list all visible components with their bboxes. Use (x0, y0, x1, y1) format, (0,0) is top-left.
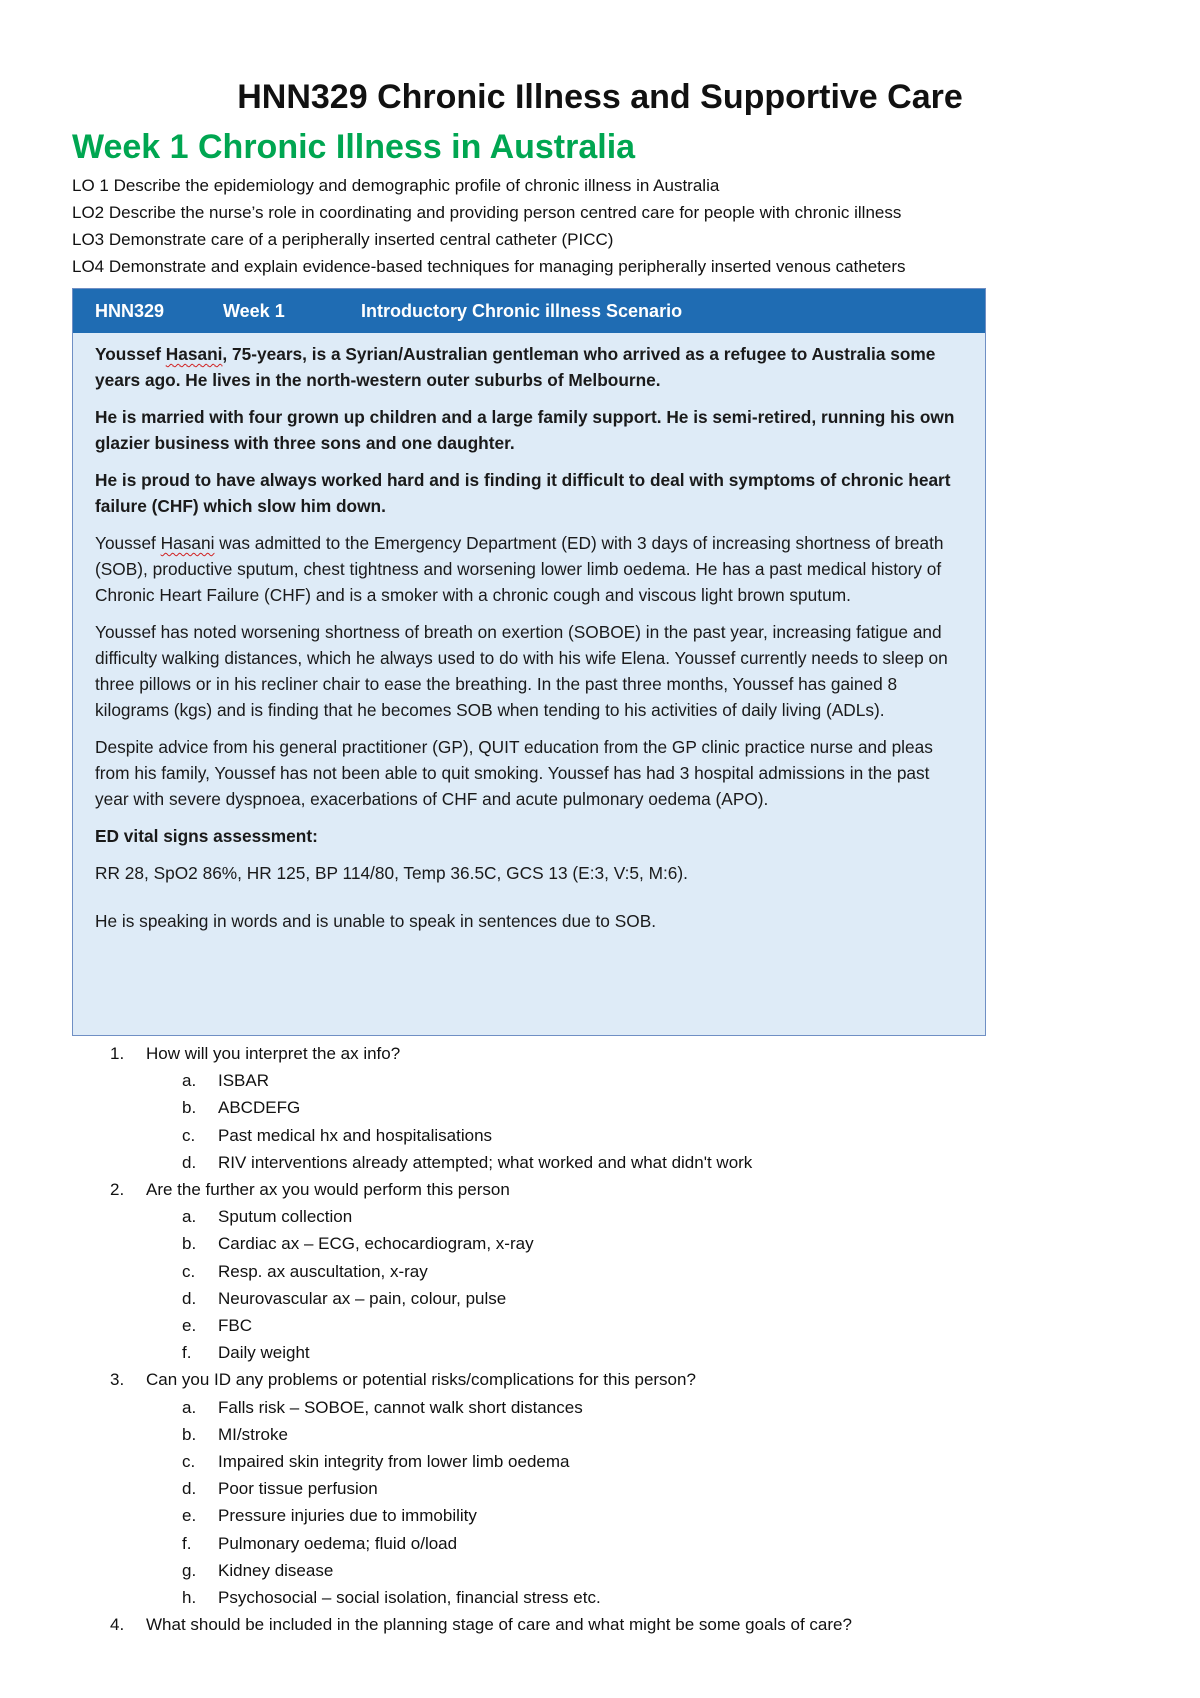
week-heading: Week 1 Chronic Illness in Australia (72, 128, 636, 166)
answer-item (110, 1557, 852, 1584)
answer-item (110, 1530, 852, 1557)
answer-item (110, 1258, 852, 1285)
answer-letter: c. (182, 1452, 196, 1472)
answer-item (110, 1122, 852, 1149)
answer-letter: c. (182, 1261, 196, 1281)
learning-outcome-4: LO4 Demonstrate and explain evidence-based techniques for managing peripherally inserted venous catheters (72, 257, 906, 276)
admission-text: was admitted to the Emergency Department (ED) with 3 days of increasing shortness of breath (SOB), productive sputum, chest tightness and worsening lower limb oedema. He has a past medical history of Chronic Heart Failure (CHF) and is a smoker with a chronic cough and viscous light brown sputum. (95, 533, 944, 605)
question-item (110, 1040, 852, 1067)
answer-letter: c. (182, 1125, 196, 1145)
question-text: Can you ID any problems or potential risks/complications for this person? (146, 1370, 696, 1390)
scenario-paragraph-family: He is married with four grown up children and a large family support. He is semi-retired, running his own glazier business with three sons and one daughter. (95, 407, 955, 453)
answer-text: ABCDEFG (218, 1098, 301, 1118)
scenario-paragraph-work: He is proud to have always worked hard and is finding it difficult to deal with symptoms of chronic heart failure (CHF) which slow him down. (95, 470, 951, 516)
patient-surname: Hasani (165, 344, 223, 364)
learning-outcome-3: LO3 Demonstrate care of a peripherally inserted central catheter (PICC) (72, 230, 614, 249)
answer-item (110, 1421, 852, 1448)
answer-text: Pulmonary oedema; fluid o/load (218, 1533, 458, 1553)
scenario-paragraph-admission (95, 530, 963, 608)
learning-outcome-1: LO 1 Describe the epidemiology and demographic profile of chronic illness in Australia (72, 176, 720, 195)
vitals-values: RR 28, SpO2 86%, HR 125, BP 114/80, Temp 36.5C, GCS 13 (E:3, V:5, M:6). (95, 863, 688, 883)
scenario-box (72, 288, 986, 1036)
answer-letter: a. (182, 1071, 197, 1091)
answer-letter: f. (182, 1533, 192, 1553)
answer-text: Daily weight (218, 1343, 310, 1363)
scenario-header-week: Week 1 (223, 300, 285, 321)
answer-item (110, 1475, 852, 1502)
patient-first-name: Youssef (95, 533, 161, 553)
scenario-closing: He is speaking in words and is unable to speak in sentences due to SOB. (95, 911, 657, 931)
answer-item (110, 1448, 852, 1475)
answer-text: Falls risk – SOBOE, cannot walk short distances (218, 1397, 583, 1417)
scenario-header-title: Introductory Chronic illness Scenario (361, 300, 683, 321)
vitals-heading: ED vital signs assessment: (95, 826, 318, 846)
answer-text: MI/stroke (218, 1424, 288, 1444)
scenario-paragraph-smoking: Despite advice from his general practitioner (GP), QUIT education from the GP clinic practice nurse and pleas from his family, Youssef has not been able to quit smoking. Youssef has had 3 hospital admissions in the past year with severe dyspnoea, exacerbations of CHF and acute pulmonary oedema (APO). (95, 737, 933, 809)
answer-item (110, 1067, 852, 1094)
answer-item (110, 1394, 852, 1421)
question-item (110, 1366, 852, 1393)
answer-text: Neurovascular ax – pain, colour, pulse (218, 1288, 507, 1308)
answer-letter: g. (182, 1560, 197, 1580)
question-number: 1. (110, 1044, 125, 1063)
answer-text: Cardiac ax – ECG, echocardiogram, x-ray (218, 1234, 534, 1254)
answer-item (110, 1285, 852, 1312)
answer-letter: a. (182, 1397, 197, 1417)
answer-text: Kidney disease (218, 1560, 334, 1580)
answer-text: Past medical hx and hospitalisations (218, 1125, 493, 1145)
answer-letter: b. (182, 1234, 197, 1254)
document-title: HNN329 Chronic Illness and Supportive Care (237, 78, 963, 116)
answer-item (110, 1339, 852, 1366)
answer-text: Poor tissue perfusion (218, 1479, 378, 1499)
answer-letter: e. (182, 1506, 197, 1526)
answer-item (110, 1149, 852, 1176)
questions-list (110, 1040, 852, 1638)
question-item (110, 1176, 852, 1203)
scenario-header (73, 289, 985, 333)
answer-text: FBC (218, 1316, 252, 1336)
learning-outcome-2: LO2 Describe the nurse’s role in coordinating and providing person centred care for people with chronic illness (72, 203, 902, 222)
question-text: What should be included in the planning stage of care and what might be some goals of care? (146, 1615, 852, 1635)
answer-letter: b. (182, 1098, 197, 1118)
answer-letter: f. (182, 1343, 192, 1363)
question-number: 2. (110, 1180, 125, 1200)
scenario-paragraph-history: Youssef has noted worsening shortness of breath on exertion (SOBOE) in the past year, increasing fatigue and difficulty walking distances, which he always used to do with his wife Elena. Youssef currently needs to sleep on three pillows or in his recliner chair to ease the breathing. In the past three months, Youssef has gained 8 kilograms (kgs) and is finding that he becomes SOB when tending to his activities of daily living (ADLs). (95, 622, 948, 720)
learning-outcomes-list (72, 172, 906, 280)
answer-item (110, 1230, 852, 1257)
answer-text: RIV interventions already attempted; what worked and what didn't work (218, 1152, 753, 1172)
answer-item (110, 1203, 852, 1230)
answer-letter: h. (182, 1588, 197, 1608)
question-item (110, 1611, 852, 1638)
answer-item (110, 1312, 852, 1339)
answer-text: Resp. ax auscultation, x-ray (218, 1261, 428, 1281)
answer-item (110, 1502, 852, 1529)
question-number: 4. (110, 1615, 125, 1635)
patient-surname: Hasani (160, 533, 215, 553)
answer-item (110, 1094, 852, 1121)
patient-first-name: Youssef (95, 344, 166, 364)
answer-letter: d. (182, 1479, 197, 1499)
answer-item (110, 1584, 852, 1611)
question-text: How will you interpret the ax info? (146, 1044, 401, 1063)
answer-letter: a. (182, 1207, 197, 1227)
answer-letter: d. (182, 1288, 197, 1308)
question-text: Are the further ax you would perform this person (146, 1180, 510, 1200)
question-number: 3. (110, 1370, 125, 1390)
answer-letter: e. (182, 1316, 197, 1336)
answer-text: Impaired skin integrity from lower limb oedema (218, 1452, 570, 1472)
scenario-header-course: HNN329 (95, 300, 165, 321)
answer-text: ISBAR (218, 1071, 270, 1091)
scenario-body (73, 333, 985, 934)
answer-letter: d. (182, 1152, 197, 1172)
answer-text: Pressure injuries due to immobility (218, 1506, 477, 1526)
intro-text: , 75-years, is a Syrian/Australian gentleman who arrived as a refugee to Australia some years ago. He lives in the north-western outer suburbs of Melbourne. (95, 344, 936, 390)
answer-text: Sputum collection (218, 1207, 353, 1227)
answer-letter: b. (182, 1424, 197, 1444)
answer-text: Psychosocial – social isolation, financial stress etc. (218, 1588, 601, 1608)
scenario-paragraph-intro (95, 341, 963, 393)
